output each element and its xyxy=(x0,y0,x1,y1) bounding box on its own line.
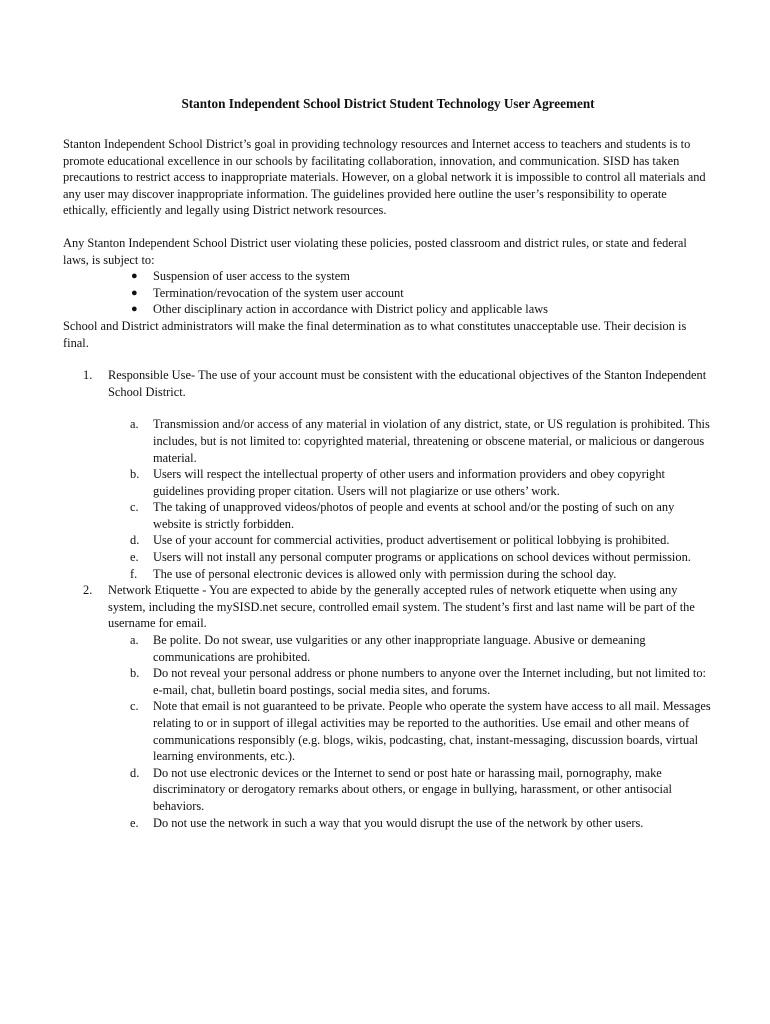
item-text: Do not reveal your personal address or phone numbers to anyone over the Internet including, but not limited to: e-mail, chat, bulletin board postings, social media sites, and forums. xyxy=(153,666,706,697)
item-text: Note that email is not guaranteed to be private. People who operate the system have access to all mail. Messages relating to or in support of illegal activities may be reported to the authorities. Use email and other means of communications responsibly (e.g. blogs, wikis, podcasting, chat, instant-messaging, discussion boards, virtual learning environments, etc.). xyxy=(153,699,711,764)
section-items xyxy=(108,416,713,582)
section-network-etiquette xyxy=(63,582,713,831)
item-text: Users will not install any personal computer programs or applications on school devices without permission. xyxy=(153,550,691,565)
bullet-icon: ● xyxy=(131,303,138,316)
document-page xyxy=(63,95,713,831)
section-text: Responsible Use- The use of your account must be consistent with the educational objectives of the Stanton Independent School District. xyxy=(108,368,707,399)
item-letter: a. xyxy=(130,633,139,648)
bullet-icon: ● xyxy=(131,286,138,299)
item-letter: b. xyxy=(130,666,140,681)
item-text: The use of personal electronic devices is allowed only with permission during the school day. xyxy=(153,566,617,581)
item-letter: d. xyxy=(130,765,140,780)
consequence-text: Termination/revocation of the system user account xyxy=(153,285,404,300)
item-letter: d. xyxy=(130,533,140,548)
section-text: Network Etiquette - You are expected to abide by the generally accepted rules of network etiquette when using any system, including the mySISD.net secure, controlled email system. The student’s first and last name will be part of the username for email. xyxy=(108,583,695,631)
list-item xyxy=(108,815,713,832)
consequences-list xyxy=(63,268,713,318)
consequence-item xyxy=(131,285,713,302)
section-responsible-use xyxy=(63,367,713,582)
item-letter: e. xyxy=(130,815,139,830)
list-item xyxy=(108,566,713,583)
section-number: 1. xyxy=(83,368,93,383)
list-item xyxy=(108,632,713,665)
item-letter: b. xyxy=(130,467,140,482)
item-letter: c. xyxy=(130,699,139,714)
item-text: Use of your account for commercial activities, product advertisement or political lobbying is prohibited. xyxy=(153,533,670,548)
list-item xyxy=(108,549,713,566)
list-item xyxy=(108,765,713,815)
determination-paragraph: School and District administrators will make the final determination as to what constitutes unacceptable use. Their decision is final. xyxy=(63,318,687,350)
list-item xyxy=(108,416,713,466)
list-item xyxy=(108,466,713,499)
list-item xyxy=(108,698,713,764)
item-letter: e. xyxy=(130,550,139,565)
violation-paragraph: Any Stanton Independent School District user violating these policies, posted classroom and district rules, or state and federal laws, is subject to: xyxy=(63,235,687,267)
item-text: Do not use electronic devices or the Internet to send or post hate or harassing mail, pornography, make discriminatory or derogatory remarks about others, or engage in bullying, harassment, or other antisocial behaviors. xyxy=(153,765,672,813)
consequence-item xyxy=(131,268,713,285)
section-items xyxy=(108,632,713,831)
bullet-icon: ● xyxy=(131,270,138,283)
item-text: Users will respect the intellectual property of other users and information providers and obey copyright guidelines providing proper citation. Users will not plagiarize or use others’ work. xyxy=(153,467,665,498)
consequence-item xyxy=(131,301,713,318)
item-text: Be polite. Do not swear, use vulgarities or any other inappropriate language. Abusive or demeaning communications are prohibited. xyxy=(153,633,646,664)
item-letter: f. xyxy=(130,566,138,581)
section-number: 2. xyxy=(83,583,93,598)
consequence-text: Other disciplinary action in accordance with District policy and applicable laws xyxy=(153,302,548,317)
list-item xyxy=(108,499,713,532)
item-letter: c. xyxy=(130,500,139,515)
document-title: Stanton Independent School District Student Technology User Agreement xyxy=(181,96,595,111)
list-item xyxy=(108,532,713,549)
consequence-text: Suspension of user access to the system xyxy=(153,269,350,284)
list-item xyxy=(108,665,713,698)
rules-sections xyxy=(63,367,713,831)
item-text: Do not use the network in such a way that you would disrupt the use of the network by other users. xyxy=(153,815,644,830)
item-text: Transmission and/or access of any material in violation of any district, state, or US regulation is prohibited. This includes, but is not limited to: copyrighted material, threatening or obscene material, or malicious or dangerous material. xyxy=(153,417,710,465)
item-letter: a. xyxy=(130,417,139,432)
item-text: The taking of unapproved videos/photos of people and events at school and/or the posting of such on any website is strictly forbidden. xyxy=(153,500,675,531)
intro-paragraph: Stanton Independent School District’s goal in providing technology resources and Internet access to teachers and students is to promote educational excellence in our schools by facilitating collaboration, innovation, and communication. SISD has taken precautions to restrict access to inappropriate materials. However, on a global network it is impossible to control all materials and any user may discover inappropriate information. The guidelines provided here outline the user’s responsibility to operate ethically, efficiently and legally using District network resources. xyxy=(63,137,706,218)
